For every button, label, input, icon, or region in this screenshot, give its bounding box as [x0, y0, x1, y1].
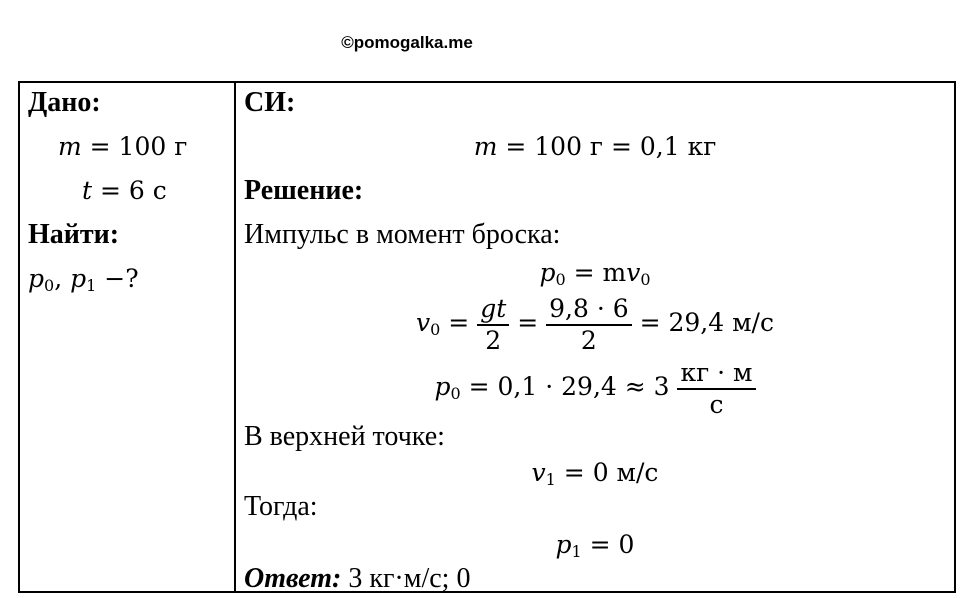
equation-impulse: $p_0 = mv_0$ [539, 258, 651, 289]
equation-velocity-top: $v_1 = 0$ м/с [531, 458, 659, 489]
watermark: ©pomogalka.me [341, 33, 473, 52]
fraction-numeric: $\frac{9,8 \cdot 6}{2}$ [546, 294, 632, 356]
impulse-text: Импульс в момент броска: [244, 219, 561, 250]
find-expression: $p_0$, $p_1$ −? [28, 264, 139, 295]
solution-heading: Решение: [244, 175, 364, 206]
equation-velocity: $v_0$ = $\frac{gt}{2}$ = $\frac{9,8 \cdot 6}{2}$ = 29,4 м/с [416, 293, 774, 355]
answer-label: Ответ: [244, 563, 342, 594]
then-text: Тогда: [244, 491, 318, 522]
given-mass: m = 100 г [58, 132, 188, 161]
given-column [20, 83, 236, 591]
answer-value: 3 кг·м/с; 0 [341, 563, 471, 594]
si-conversion: m = 100 г = 0,1 кг [473, 132, 717, 161]
find-heading: Найти: [28, 219, 120, 250]
given-heading: Дано: [28, 87, 101, 118]
fraction-unit: $\frac{кг \cdot м}{с}$ [677, 358, 755, 420]
given-time: t = 6 с [82, 176, 167, 205]
answer-line [244, 563, 470, 595]
equation-momentum-top: $p_1 = 0$ [555, 530, 635, 561]
equation-momentum: $p_0 = 0,1 \cdot 29,4 \approx 3$ $\frac{кг \cdot м}{с}$ [236, 355, 954, 426]
solution-table [18, 81, 956, 593]
fraction-gt: $\frac{gt}{2}$ [477, 294, 509, 356]
si-solution-column [236, 83, 954, 594]
top-point-text: В верхней точке: [244, 421, 445, 452]
si-heading: СИ: [244, 87, 296, 118]
